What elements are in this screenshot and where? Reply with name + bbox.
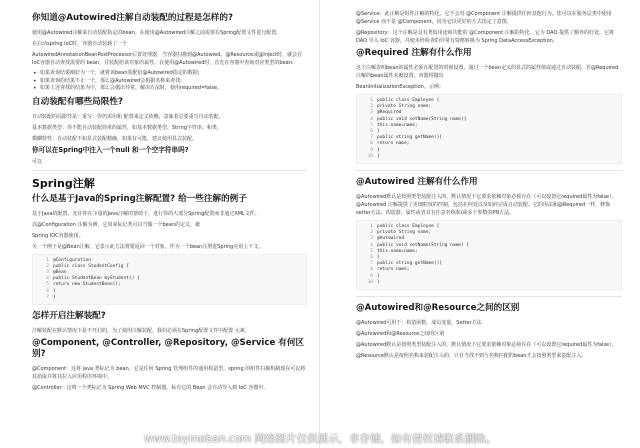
paragraph: 基本数据类型：你不能自动装配简单的属性，如基本数据类型、String字符串、和类。 [32, 124, 222, 131]
code-line: 5 this.name=name; [370, 122, 418, 128]
section-title-spring-annotations: Spring注解 [32, 176, 95, 190]
code-line: 2 private String name; [370, 230, 432, 236]
code-line: 4 public void setName(String name){ [370, 116, 467, 122]
heading-java-config: 什么是基于Java的Spring注解配置? 给一些注解的例子 [32, 193, 247, 204]
paragraph: 可以 [32, 158, 43, 165]
code-line: 1 public class Employee { [370, 224, 440, 230]
code-block [356, 220, 622, 290]
paragraph: @Autowired默认是按照类型装配注入的，默认情况下它要求依赖对象必须存在（可以设置它required属性为false）。 [356, 342, 617, 349]
code-line: 3 @Bean [46, 269, 67, 275]
paragraph: @Service：此注解是组件注解的特化。它不会对 @Component 注解提供任何其他行为。您可以在服务层类中使用 @Service 而不是 @Component，因为它以更好的方式指定了意图。 [356, 11, 612, 25]
code-line: 4 public void setName(String name) { [370, 242, 470, 248]
paragraph: 自动装配的局限性是：重写：你仍需用和 配置来定义依赖，意味着总要重写自动装配。 [32, 113, 224, 120]
code-line: 1 public class Employee { [370, 98, 440, 103]
code-line: 8 return name; [370, 141, 410, 147]
code-line: 7 public string getName(){ [370, 135, 443, 141]
code-line: 10 } [367, 153, 380, 159]
heading-autowired-role: @Autowired 注解有什么作用 [356, 177, 478, 188]
divider [356, 170, 622, 171]
paragraph: 注解装配在默认情况下是不开启的，为了使用注解装配，我们必须在Spring配置文件中配置 元素。 [32, 327, 250, 334]
code-line: 4 public StudentBean myStudent() { [46, 276, 140, 282]
heading-enable-annotation: 怎样开启注解装配? [32, 310, 106, 321]
list-item: • 如果查询结果刚好为一个，就将该bean装配给@Autowired指定的数据; [32, 70, 307, 78]
paragraph: @Resource默认是按照名称来装配注入的，只有当找不到与名称匹配的bean才会按照类型来装配注入。 [356, 353, 587, 360]
watermark: www.toymoban.com 网络图片仅供展示，非存储，如有侵权请联系删除。 [144, 433, 496, 445]
paragraph: @Autowired可用于：构造函数、成员变量、Setter方法 [356, 320, 482, 327]
autowired-bullet-list [32, 70, 307, 93]
heading-autowire-limits: 自动装配有哪些局限性? [32, 96, 123, 107]
code-line: 6 } [46, 288, 56, 294]
paragraph: Spring IOC容器使用。 [32, 232, 84, 239]
paragraph: @Repository：这个注解是具有类似用途和功能的 @Component 注解的特化。它为 DAO 提供了额外的好处。它将 DAO 导入 IoC 容器，并使未经检查的异常有资格转换为 Spring DataAccessException。 [356, 30, 615, 44]
paragraph: 基于Java的配置，允许你在少量的Java注解的帮助下，进行你的大部分Spring配置而非通过XML文件。 [32, 210, 260, 217]
heading-null-inject: 你可以在Spring中注入一个null 和一个空字符串吗? [32, 145, 189, 154]
paragraph: @Autowired和@Resource之间的区别 [356, 331, 445, 338]
code-line: 5 return new StudentBean(); [46, 282, 121, 288]
divider [32, 170, 307, 171]
code-line: 3 @Autowired [370, 236, 405, 242]
code-line: 3 @Required [370, 110, 402, 116]
paragraph: BeanInitializationException。示例： [356, 84, 444, 90]
paragraph: 以@Configuration 注解为例，它用来标记类可以当做一个bean的定义，被 [32, 221, 200, 228]
heading-component-diff: @Component, @Controller, @Repository, @Service 有何区别? [32, 337, 305, 359]
code-line: 2 private String name; [370, 104, 432, 110]
paragraph: 这个注解表明bean的属性必须在配置的时候设置，通过一个bean定义的显式的属性值或通过自动装配，若@Required注解的bean属性未被设置，容器将抛出 [356, 65, 619, 79]
code-line: 6 } [370, 129, 380, 135]
code-block [356, 94, 622, 164]
code-line: 6 } [370, 255, 380, 261]
heading-required: @Required 注解有什么作用 [356, 48, 472, 58]
paragraph: 使用@Autowired注解来自动装配指定的bean。在使用@Autowired注解之前需要在Spring配置文件进行配置。 [32, 30, 282, 36]
right-page [320, 0, 640, 448]
paragraph: @Autowired默认是按照类型装配注入的，默认情况下它要求依赖对象必须存在（可以设置它required属性为false）。@Autowired 注解提供了更细粒度的控制，包括在何处以及如何完成自动装配。它的用法和@Required一样，修饰 setter方法、构造器、属性或者具有任意名称和/或多个参数的PN方法。 [356, 194, 617, 217]
paragraph: 另一个例子是@Bean注解，它表示此方法将要返回一个对象，作为一个bean注册进Spring应用上下文。 [32, 243, 264, 250]
list-item: • 如果查询的结果不止一个，那么@Autowired会根据名称来查找; [32, 78, 307, 86]
paragraph: @Component：这将 java 类标记为 bean。它是任何 Spring 管理组件的通用构造型。spring 的组件扫描机制现在可以将其拾取并将其拉入应用程序环境中。 [32, 365, 306, 380]
code-line: 8 return name; [370, 267, 410, 273]
code-line: 5 this.name=name; [370, 248, 418, 254]
code-block [32, 254, 307, 305]
paragraph: 在启动spring IoC时，容器自动装载了一个 [32, 41, 128, 47]
list-item: • 如果上述查找的结果为空，那么会抛出异常。解决方法时，使用required=false。 [32, 85, 307, 93]
code-line: 9 } [370, 147, 380, 153]
divider [356, 296, 622, 297]
code-line: 7 public string getName(){ [370, 261, 443, 267]
code-line: 9 } [370, 273, 380, 279]
paragraph: 模糊特性：自动装配不如显式装配精确，如果有可能，建议使用显式装配。 [32, 135, 198, 142]
heading-autowired-process: 你知道@Autowired注解自动装配的过程是怎样的? [32, 13, 233, 23]
paragraph: @Controller：这将一个类标记为 Spring Web MVC 控制器。标有它的 Bean 会自动导入到 IoC 容器中。 [32, 384, 269, 391]
code-line: 1 @Configuration [46, 257, 91, 263]
code-line: 10 } [367, 279, 380, 285]
code-line: 2 public class StudentConfig { [46, 263, 129, 269]
heading-autowired-resource: @Autowired和@Resource之间的区别 [356, 303, 520, 314]
code-line: 7 } [46, 294, 56, 300]
paragraph: AutowiredAnnotationBeanPostProcessor后置处理器，当容器扫描到@Autowied、@Resource或@Inject时，就会在IoC容器自动查找需要的 bean，并装配给该对象的属性。在使用@Autowired时，首先在容器中查询对应类型的bean: [32, 52, 303, 66]
